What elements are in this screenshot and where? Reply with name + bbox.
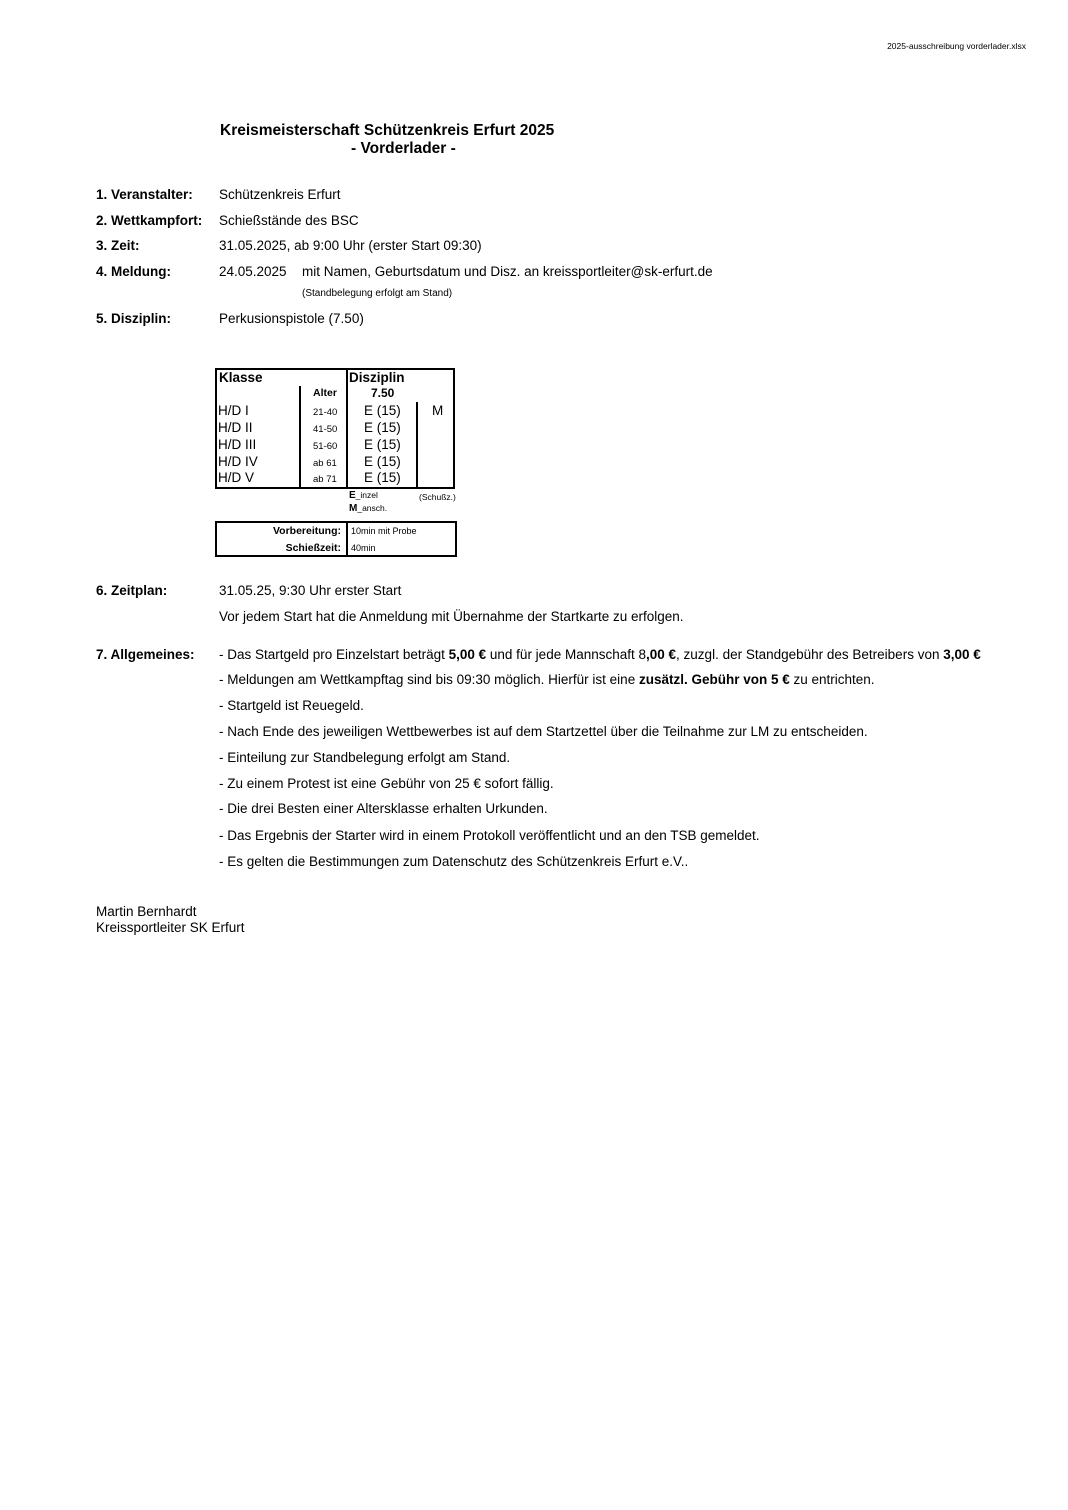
- row-klasse: H/D III: [218, 437, 257, 452]
- row-disziplin: E (15): [364, 437, 401, 452]
- table-divider-alter: [299, 386, 301, 487]
- allgemeines-startgeld: [219, 647, 981, 662]
- row-klasse: H/D II: [218, 420, 253, 435]
- allgemeines-datenschutz: - Es gelten die Bestimmungen zum Datenschutz des Schützenkreis Erfurt e.V..: [219, 854, 689, 869]
- allgemeines-standbelegung: - Einteilung zur Standbelegung erfolgt am Stand.: [219, 750, 511, 765]
- zeitplan-line1: 31.05.25, 9:30 Uhr erster Start: [219, 583, 402, 598]
- row-klasse: H/D V: [218, 470, 255, 485]
- legend-m-rest: _ansch.: [357, 503, 388, 513]
- page-title: Kreismeisterschaft Schützenkreis Erfurt 2025: [220, 122, 555, 139]
- row-alter: ab 61: [313, 458, 337, 469]
- schiesszeit-label: Schießzeit:: [285, 542, 341, 554]
- legend-einzel: [349, 490, 378, 501]
- text-part: und für jede Mannschaft 8: [486, 647, 647, 662]
- row-disziplin: E (15): [364, 454, 401, 469]
- wettkampfort-value: Schießstände des BSC: [219, 213, 359, 228]
- text-part: , zuzgl. der Standgebühr des Betreibers von: [676, 647, 944, 662]
- amount-mannschaft: ,00 €: [646, 647, 677, 662]
- text-part: zu entrichten.: [789, 672, 875, 687]
- signature-name: Martin Bernhardt: [96, 904, 197, 919]
- row-alter: 21-40: [313, 407, 338, 418]
- meldung-note: (Standbelegung erfolgt am Stand): [302, 288, 453, 299]
- file-name: 2025-ausschreibung vorderlader.xlsx: [887, 41, 1026, 51]
- allgemeines-reuegeld: - Startgeld ist Reuegeld.: [219, 698, 364, 713]
- allgemeines-label: 7. Allgemeines:: [96, 647, 195, 662]
- signature-role: Kreissportleiter SK Erfurt: [96, 920, 245, 935]
- wettkampfort-label: 2. Wettkampfort:: [96, 213, 203, 228]
- table-divider-disziplin: [346, 370, 348, 487]
- class-table: [215, 368, 455, 489]
- vorbereitung-value: 10min mit Probe: [351, 526, 417, 536]
- legend-m-letter: M: [349, 503, 358, 514]
- row-extra: M: [432, 403, 444, 418]
- meldung-date: 24.05.2025: [219, 264, 287, 279]
- allgemeines-nachmeldung: [219, 672, 875, 687]
- amount-einzel: 5,00 €: [448, 647, 487, 662]
- allgemeines-protest: - Zu einem Protest ist eine Gebühr von 25 € sofort fällig.: [219, 776, 554, 791]
- page-subtitle: - Vorderlader -: [351, 140, 456, 157]
- text-part: - Das Startgeld pro Einzelstart beträgt: [219, 647, 449, 662]
- allgemeines-urkunden: - Die drei Besten einer Altersklasse erhalten Urkunden.: [219, 801, 548, 816]
- amount-standgebuehr: 3,00 €: [943, 647, 981, 662]
- time-table: [215, 521, 457, 557]
- time-table-divider: [346, 523, 348, 555]
- meldung-label: 4. Meldung:: [96, 264, 171, 279]
- header-klasse: Klasse: [219, 370, 263, 385]
- zeitplan-label: 6. Zeitplan:: [96, 583, 168, 598]
- veranstalter-value: Schützenkreis Erfurt: [219, 187, 341, 202]
- row-klasse: H/D IV: [218, 454, 258, 469]
- allgemeines-protokoll: - Das Ergebnis der Starter wird in einem Protokoll veröffentlicht und an den TSB gemeldet.: [219, 828, 760, 843]
- legend-e-letter: E: [349, 490, 356, 501]
- legend-note: (Schußz.): [419, 492, 456, 502]
- vorbereitung-label: Vorbereitung:: [272, 525, 341, 537]
- row-alter: 41-50: [313, 424, 338, 435]
- nachmeldung-fee: zusätzl. Gebühr von 5 €: [638, 672, 790, 687]
- disziplin-label: 5. Disziplin:: [96, 311, 172, 326]
- header-disziplin: Disziplin: [349, 370, 405, 385]
- row-alter: 51-60: [313, 441, 338, 452]
- zeit-label: 3. Zeit:: [96, 238, 140, 253]
- row-klasse: H/D I: [218, 403, 249, 418]
- header-code: 7.50: [371, 386, 395, 400]
- row-disziplin: E (15): [364, 420, 401, 435]
- row-disziplin: E (15): [364, 403, 401, 418]
- header-alter: Alter: [313, 387, 337, 399]
- text-part: - Meldungen am Wettkampftag sind bis 09:30 möglich. Hierfür ist eine: [219, 672, 639, 687]
- zeitplan-line2: Vor jedem Start hat die Anmeldung mit Übernahme der Startkarte zu erfolgen.: [219, 609, 684, 624]
- allgemeines-lm: - Nach Ende des jeweiligen Wettbewerbes ist auf dem Startzettel über die Teilnahme zur LM zu entscheiden.: [219, 724, 868, 739]
- row-alter: ab 71: [313, 474, 337, 485]
- table-divider-extra: [416, 402, 418, 487]
- schiesszeit-value: 40min: [351, 543, 376, 553]
- veranstalter-label: 1. Veranstalter:: [96, 187, 193, 202]
- zeit-value: 31.05.2025, ab 9:00 Uhr (erster Start 09:30): [219, 238, 482, 253]
- meldung-value: mit Namen, Geburtsdatum und Disz. an kreissportleiter@sk-erfurt.de: [302, 264, 713, 279]
- row-disziplin: E (15): [364, 470, 401, 485]
- legend-mannschaft: [349, 503, 387, 514]
- legend-e-rest: _inzel: [355, 490, 378, 500]
- disziplin-value: Perkusionspistole (7.50): [219, 311, 364, 326]
